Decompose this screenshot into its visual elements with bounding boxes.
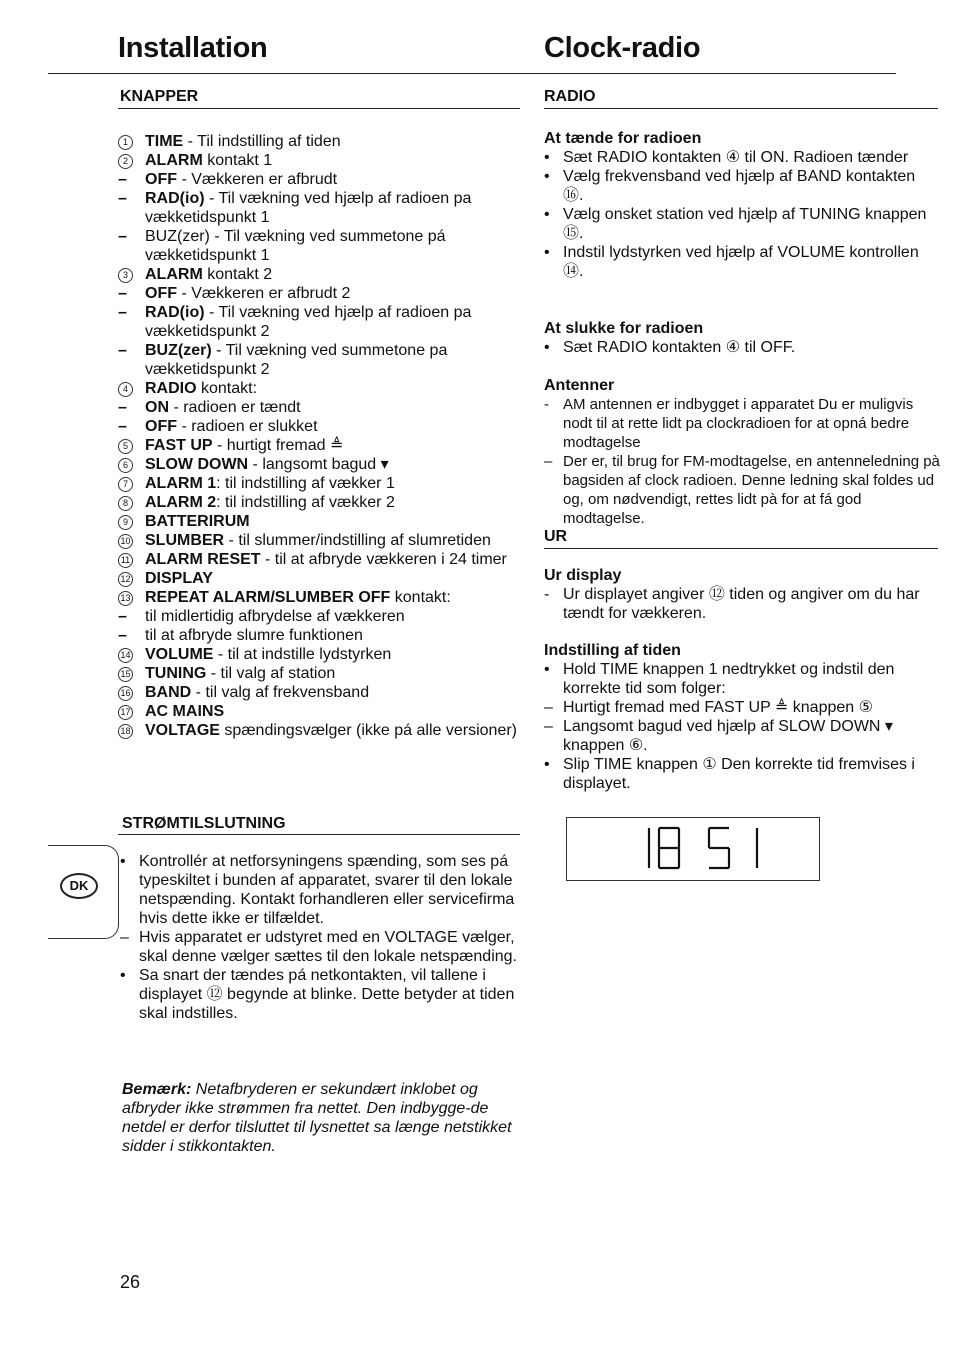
item-text: kontakt 2 [202,266,273,283]
taende-list [544,148,940,281]
item-text: - Vækkeren er afbrudt [177,171,338,188]
bullet-marker: • [544,756,550,773]
knapper-item [118,607,518,626]
slukke-heading: At slukke for radioen [544,320,704,337]
bullet-marker: – [544,718,553,735]
circled-number: 15 [118,667,133,682]
item-marker [118,683,142,702]
taende-text: Vælg frekvensband ved hjælp af BAND kontakten ⑯. [563,168,916,204]
taende-item [544,148,940,167]
item-keyword: ALARM 1 [145,475,217,492]
circled-number: 18 [118,724,133,739]
circled-number: 5 [118,439,133,454]
indst-text: Langsomt bagud ved hjælp af SLOW DOWN ▾ knappen ⑥. [563,718,893,754]
item-keyword: OFF [145,285,177,302]
knapper-item [118,379,518,398]
knapper-heading: KNAPPER [120,88,199,105]
display-list [544,585,940,623]
strom-item [120,852,520,928]
bullet-marker: - [544,396,549,413]
knapper-item [118,170,518,189]
item-marker: – [118,399,127,416]
item-keyword: OFF [145,418,177,435]
radio-rule [544,108,938,109]
item-marker: – [118,304,127,321]
item-keyword: ON [145,399,169,416]
bullet-marker: – [120,929,129,946]
slukke-text: Sæt RADIO kontakten ④ til OFF. [563,339,796,356]
taende-item [544,205,940,243]
taende-item [544,243,940,281]
taende-heading: At tænde for radioen [544,130,702,147]
bullet-marker: • [544,149,550,166]
indst-text: Hurtigt fremad med FAST UP ≜ knappen ⑤ [563,699,873,716]
strom-list [120,852,520,1023]
antenner-item [544,452,940,528]
bullet-marker: • [544,339,550,356]
item-text: - hurtigt fremad ≜ [212,437,344,454]
item-keyword: DISPLAY [145,570,213,587]
bullet-marker: • [544,168,550,185]
circled-number: 11 [118,553,133,568]
item-marker [118,265,142,284]
bullet-marker: – [544,453,553,470]
item-keyword: BUZ(zer) [145,342,212,359]
slukke-block [544,320,940,357]
indst-item [544,660,940,698]
knapper-item [118,645,518,664]
item-keyword: RAD(io) [145,190,205,207]
antenner-item [544,395,940,452]
taende-text: Indstil lydstyrken ved hjælp af VOLUME kontrollen ⑭. [563,244,919,280]
strom-rule [118,834,520,835]
item-text: - til valg af station [206,665,336,682]
antenner-heading: Antenner [544,377,615,394]
item-text: - radioen er tændt [169,399,301,416]
item-text: kontakt: [390,589,451,606]
item-text: - til at indstille lydstyrken [213,646,392,663]
knapper-item [118,151,518,170]
knapper-item [118,417,518,436]
item-text: spændingsvælger (ikke pá alle versioner) [219,722,517,739]
note-text: Netafbryderen er sekundært inklobet og afbryder ikke strømmen fra nettet. Den indbygge-de netdel er derfor tilsluttet til lysnettet sa længe netstikket sidder i stikkontakten. [122,1081,512,1155]
item-text: BUZ(zer) - Til vækning ved summetone pá vækketidspunkt 1 [145,228,446,264]
knapper-rule [118,108,520,109]
bullet-marker: • [544,244,550,261]
item-text: : til indstilling af vækker 2 [216,494,395,511]
item-text: - til at afbryde vækkeren i 24 timer [260,551,507,568]
lcd-display [566,817,820,881]
knapper-item [118,303,518,341]
lcd-digits-graphic [567,818,819,880]
item-keyword: ALARM RESET [145,551,261,568]
item-keyword: VOLUME [145,646,214,663]
circled-number: 4 [118,382,133,397]
circled-number: 13 [118,591,133,606]
item-keyword: AC MAINS [145,703,225,720]
antenner-list [544,395,940,528]
item-text: - til slummer/indstilling af slumretiden [224,532,491,549]
strom-text: Kontrollér at netforsyningens spænding, som ses pá typeskiltet i bunden af apparatet, svarer til den lokale netspænding. Kontakt forhandleren eller servicefirma hvis dette ikke er tilfældet. [139,853,515,927]
item-text: - langsomt bagud ▾ [248,456,389,473]
ur-rule [544,548,938,549]
item-keyword: RAD(io) [145,304,205,321]
item-marker: – [118,190,127,207]
display-block [544,567,940,623]
item-marker [118,531,142,550]
knapper-item [118,493,518,512]
radio-heading: RADIO [544,88,596,105]
page-title-installation: Installation [118,32,268,64]
circled-number: 2 [118,154,133,169]
page-number: 26 [120,1272,141,1292]
circled-number: 10 [118,534,133,549]
item-marker [118,455,142,474]
item-keyword: BAND [145,684,192,701]
item-marker: – [118,228,127,245]
item-keyword: RADIO [145,380,197,397]
circled-number: 17 [118,705,133,720]
item-text: kontakt: [196,380,258,397]
taende-text: Sæt RADIO kontakten ④ til ON. Radioen tænder [563,149,909,166]
display-item [544,585,940,623]
item-marker: – [118,627,127,644]
bullet-marker: - [544,586,550,603]
indst-list [544,660,940,793]
knapper-item [118,227,518,265]
circled-number: 16 [118,686,133,701]
knapper-item [118,474,518,493]
knapper-item [118,189,518,227]
indst-block [544,642,940,793]
knapper-item [118,683,518,702]
antenner-text: Der er, til brug for FM-modtagelse, en antenneledning pà bagsiden af clock radioen. Denne ledning skal foldes ud og, om nødvendigt, rettes lidt pà for at fá god modtagelse. [563,453,940,527]
item-text: - radioen er slukket [177,418,318,435]
item-text: - Til vækning ved hjælp af radioen pa vækketidspunkt 1 [145,190,472,226]
item-marker [118,550,142,569]
item-text: til midlertidig afbrydelse af vækkeren [145,608,405,625]
knapper-item [118,436,518,455]
circled-number: 12 [118,572,133,587]
item-keyword: REPEAT ALARM/SLUMBER OFF [145,589,391,606]
item-marker: – [118,171,127,188]
item-marker [118,588,142,607]
item-marker [118,645,142,664]
note-paragraph [122,1080,522,1156]
indst-item [544,755,940,793]
item-text: - Til indstilling af tiden [183,133,341,150]
antenner-block [544,377,940,528]
knapper-item [118,531,518,550]
item-text: - Til vækning ved summetone pa vækketidspunkt 2 [145,342,448,378]
item-marker [118,721,142,740]
item-keyword: ALARM 2 [145,494,217,511]
ur-heading: UR [544,528,568,545]
indst-text: Hold TIME knappen 1 nedtrykket og indstil den korrekte tid som folger: [563,661,895,697]
item-marker: – [118,342,127,359]
item-marker [118,436,142,455]
item-keyword: SLUMBER [145,532,225,549]
bullet-marker: • [544,661,550,678]
item-text: - til valg af frekvensband [191,684,370,701]
antenner-text: AM antennen er indbygget i apparatet Du er muligvis nodt til at rette lidt pa clockradioen for at opná bedre modtagelse [563,396,914,451]
indst-item [544,717,940,755]
taende-item [544,167,940,205]
taende-text: Vælg onsket station ved hjælp af TUNING knappen ⑮. [563,206,927,242]
bullet-marker: – [544,699,553,716]
slukke-list [544,338,940,357]
knapper-item [118,265,518,284]
item-keyword: VOLTAGE [145,722,220,739]
note-label: Bemærk: [122,1081,192,1098]
item-keyword: BATTERIRUM [145,513,250,530]
slukke-item [544,338,940,357]
knapper-item [118,341,518,379]
strom-text: Hvis apparatet er udstyret med en VOLTAGE vælger, skal denne vælger sættes til den lokale netspænding. [139,929,517,965]
circled-number: 14 [118,648,133,663]
item-marker [118,569,142,588]
item-marker [118,664,142,683]
item-marker [118,512,142,531]
circled-number: 9 [118,515,133,530]
item-marker: – [118,418,127,435]
bullet-marker: • [544,206,550,223]
strom-item [120,928,520,966]
item-marker [118,379,142,398]
item-keyword: OFF [145,171,177,188]
item-text: - Til vækning ved hjælp af radioen pa vækketidspunkt 2 [145,304,472,340]
knapper-item [118,721,518,740]
item-marker [118,474,142,493]
circled-number: 1 [118,135,133,150]
circled-number: 3 [118,268,133,283]
knapper-list [118,132,518,740]
lcd-digits-text: 18 5 1 [567,818,570,819]
item-keyword: ALARM [145,266,203,283]
bullet-marker: • [120,853,126,870]
item-keyword: SLOW DOWN [145,456,249,473]
display-heading: Ur display [544,567,622,584]
knapper-item [118,702,518,721]
strom-text: Sa snart der tændes pá netkontakten, vil tallene i displayet ⑫ begynde at blinke. Dette betyder at tiden skal indstilles. [139,967,515,1022]
knapper-item [118,284,518,303]
item-marker: – [118,285,127,302]
strom-block [120,852,520,1023]
circled-number: 8 [118,496,133,511]
taende-block [544,130,940,281]
knapper-item [118,588,518,607]
strom-item [120,966,520,1023]
item-marker [118,702,142,721]
indst-item [544,698,940,717]
item-marker: – [118,608,127,625]
knapper-item [118,550,518,569]
item-text: til at afbryde slumre funktionen [145,627,363,644]
bullet-marker: • [120,967,126,984]
stromtilslutning-heading: STRØMTILSLUTNING [122,815,286,832]
circled-number: 6 [118,458,133,473]
item-text: - Vækkeren er afbrudt 2 [177,285,351,302]
item-marker [118,151,142,170]
knapper-item [118,455,518,474]
item-text: kontakt 1 [202,152,273,169]
title-rule [48,73,896,74]
item-keyword: TUNING [145,665,207,682]
item-marker [118,493,142,512]
display-text: Ur displayet angiver ⑫ tiden og angiver om du har tændt for vækkeren. [563,586,920,622]
item-keyword: ALARM [145,152,203,169]
item-text: : til indstilling af vækker 1 [216,475,395,492]
knapper-item [118,626,518,645]
indst-heading: Indstilling af tiden [544,642,681,659]
knapper-item [118,664,518,683]
knapper-item [118,132,518,151]
item-keyword: FAST UP [145,437,213,454]
language-badge: DK [60,873,98,899]
indst-text: Slip TIME knappen ① Den korrekte tid fremvises i displayet. [563,756,915,792]
circled-number: 7 [118,477,133,492]
item-marker [118,132,142,151]
knapper-item [118,569,518,588]
page-title-clock-radio: Clock-radio [544,32,701,64]
knapper-item [118,398,518,417]
item-keyword: TIME [145,133,184,150]
knapper-item [118,512,518,531]
